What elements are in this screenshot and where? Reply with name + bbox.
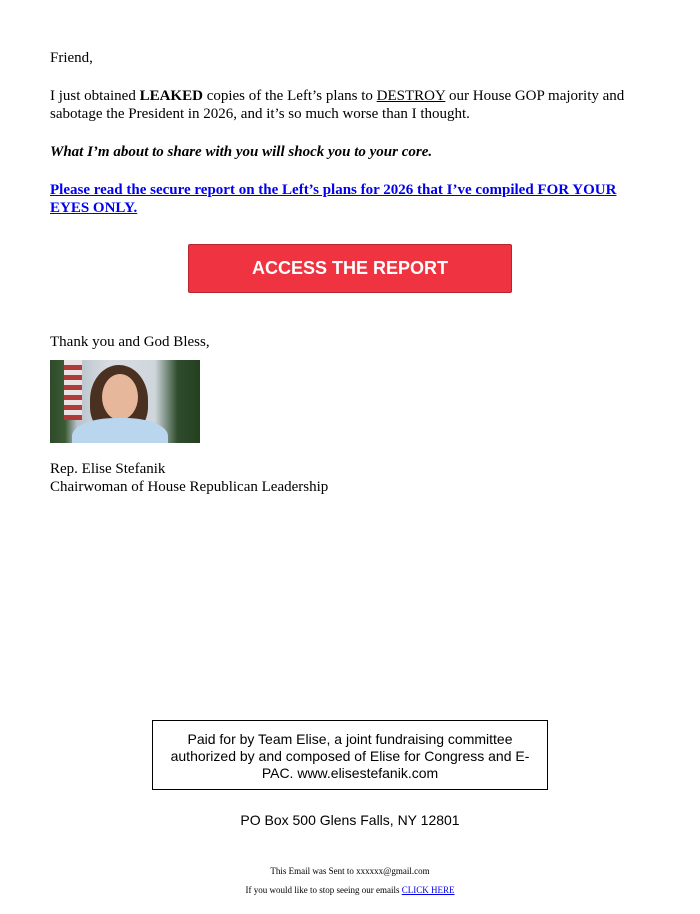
sent-to-notice: This Email was Sent to xxxxxx@gmail.com xyxy=(270,866,430,876)
paid-for-disclaimer: Paid for by Team Elise, a joint fundraising committee authorized by and composed of Elise for Congress and E-PAC. www.elisestefanik.com xyxy=(152,720,548,790)
portrait-face xyxy=(102,374,138,420)
report-link[interactable]: Please read the secure report on the Left’s plans for 2026 that I’ve compiled FOR YOUR EYES ONLY. xyxy=(50,182,617,216)
unsubscribe-line xyxy=(0,885,700,895)
greeting: Friend, xyxy=(50,50,93,66)
access-report-button[interactable]: ACCESS THE REPORT xyxy=(188,244,512,293)
flag-image xyxy=(64,360,82,420)
shock-paragraph: What I’m about to share with you will shock you to your core. xyxy=(50,144,433,160)
signature-title: Chairwoman of House Republican Leadership xyxy=(50,479,329,495)
candidate-photo xyxy=(50,360,200,443)
unsubscribe-text: If you would like to stop seeing our emails xyxy=(245,885,402,895)
closing: Thank you and God Bless, xyxy=(50,334,210,350)
text: copies of the Left’s plans to xyxy=(202,88,377,104)
intro-paragraph xyxy=(50,87,650,123)
portrait-shirt xyxy=(72,418,168,443)
destroy-underline: DESTROY xyxy=(376,88,446,104)
leaked-bold: LEAKED xyxy=(139,88,203,104)
text: I just obtained xyxy=(50,88,140,104)
unsubscribe-link[interactable]: CLICK HERE xyxy=(401,885,455,895)
mailing-address: PO Box 500 Glens Falls, NY 12801 xyxy=(240,812,460,828)
text: our House GOP majority and sabotage the President in 2026, and it’s so much worse than I thought. xyxy=(50,88,625,122)
signature-name: Rep. Elise Stefanik xyxy=(50,461,166,477)
